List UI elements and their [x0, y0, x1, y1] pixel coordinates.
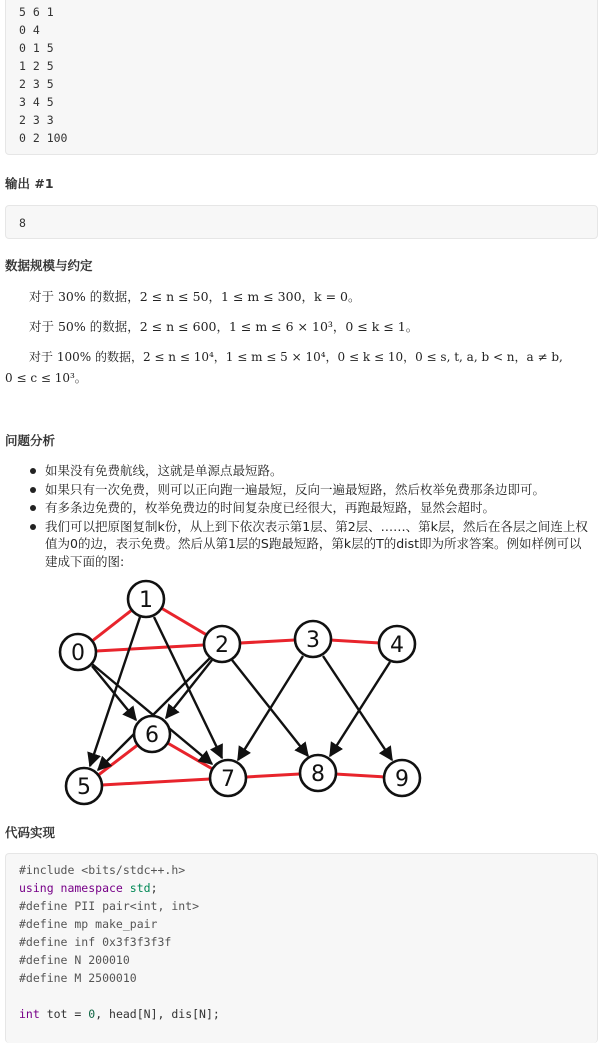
node-label-1: 1: [139, 588, 153, 613]
constraint-text: 对于: [29, 319, 58, 334]
input-line: 0 1 5: [19, 41, 54, 55]
node-label-6: 6: [145, 723, 159, 748]
node-label-5: 5: [77, 775, 91, 800]
constraint-text: 的数据，: [91, 350, 143, 364]
output-value: 8: [19, 216, 26, 230]
input-line: 0 2 100: [19, 131, 68, 145]
edge-5-7: [84, 778, 228, 786]
code-token: using namespace: [19, 881, 123, 895]
code-line: [19, 987, 597, 1005]
code-line: int tot = 0, head[N], dis[N];: [19, 1007, 220, 1021]
constraint-text: 对于: [29, 350, 57, 364]
code-line: #define PII pair<int, int>: [19, 899, 200, 913]
constraint-paragraph-3-cont: 0 ≤ c ≤ 10³。: [5, 371, 87, 385]
constraint-math: 2 ≤ n ≤ 10⁴，1 ≤ m ≤ 5 × 10⁴，0 ≤ k ≤ 10，0 ≤ s, t, a, b < n，a ≠ b,: [142, 350, 563, 364]
node-label-3: 3: [306, 628, 320, 653]
code-line: #define mp make_pair: [19, 917, 158, 931]
analysis-list: [45, 462, 593, 571]
constraint-text: 对于: [29, 289, 58, 304]
constraint-math: 2 ≤ n ≤ 600，1 ≤ m ≤ 6 × 10³，0 ≤ k ≤ 1。: [139, 319, 419, 334]
code-line: #define inf 0x3f3f3f3f: [19, 935, 172, 949]
input-line: 3 4 5: [19, 95, 54, 109]
list-item: 我们可以把原图复制k份，从上到下依次表示第1层、第2层、……、第k层，然后在各层之间连上权值为0的边，表示免费。然后从第1层的S跑最短路，第k层的T的dist即为所求答案。例如样例可以建成下面的图:: [45, 518, 593, 571]
analysis-heading: 问题分析: [5, 433, 56, 448]
input-line: 1 2 5: [19, 59, 54, 73]
code-token: std: [129, 881, 151, 895]
input-line: 0 4: [19, 23, 40, 37]
list-item: 如果只有一次免费，则可以正向跑一遍最短，反向一遍最短路，然后枚举免费那条边即可。: [45, 481, 593, 499]
edge-0-2: [78, 644, 222, 652]
edge-3-7: [238, 656, 303, 760]
input-line: 5 6 1: [19, 5, 54, 19]
layered-graph-diagram: [0, 575, 608, 815]
constraint-text: 的数据，: [85, 319, 140, 334]
node-label-4: 4: [390, 633, 404, 658]
input-sample-box: [5, 0, 598, 155]
edge-2-6: [166, 660, 212, 718]
constraint-paragraph-2: [29, 317, 418, 335]
constraint-paragraph-3: [29, 348, 563, 365]
code-line: #define M 2500010: [19, 971, 137, 985]
node-label-8: 8: [311, 762, 325, 787]
node-label-2: 2: [215, 633, 229, 658]
code-block: [5, 853, 598, 1043]
constraint-math: 30%: [57, 289, 86, 304]
code-token: 0: [88, 1007, 96, 1021]
constraint-text: 的数据，: [85, 289, 140, 304]
code-token: int: [19, 1007, 40, 1021]
input-line: 2 3 5: [19, 77, 54, 91]
constraint-math: 50%: [57, 319, 86, 334]
list-item: 有多条边免费的，枚举免费边的时间复杂度已经很大，再跑最短路，显然会超时。: [45, 499, 593, 517]
constraints-heading: 数据规模与约定: [5, 258, 93, 273]
node-label-0: 0: [71, 641, 85, 666]
node-label-9: 9: [395, 767, 409, 792]
constraint-math: 2 ≤ n ≤ 50，1 ≤ m ≤ 300，k = 0。: [139, 289, 361, 304]
edge-1-5: [90, 617, 140, 766]
node-label-7: 7: [221, 767, 235, 792]
code-heading: 代码实现: [5, 825, 56, 840]
output-sample-box: [5, 205, 598, 239]
edge-2-5: [98, 658, 210, 770]
code-line: using namespace std;: [19, 881, 158, 895]
code-line: #define N 200010: [19, 953, 130, 967]
constraint-math: 100%: [56, 350, 92, 364]
input-line: 2 3 3: [19, 113, 54, 127]
list-item: 如果没有免费航线，这就是单源点最短路。: [45, 462, 593, 480]
edge-3-9: [323, 656, 392, 760]
output-heading: 输出 #1: [5, 176, 54, 191]
code-line: #include <bits/stdc++.h>: [19, 863, 186, 877]
constraint-paragraph-1: [29, 287, 360, 305]
